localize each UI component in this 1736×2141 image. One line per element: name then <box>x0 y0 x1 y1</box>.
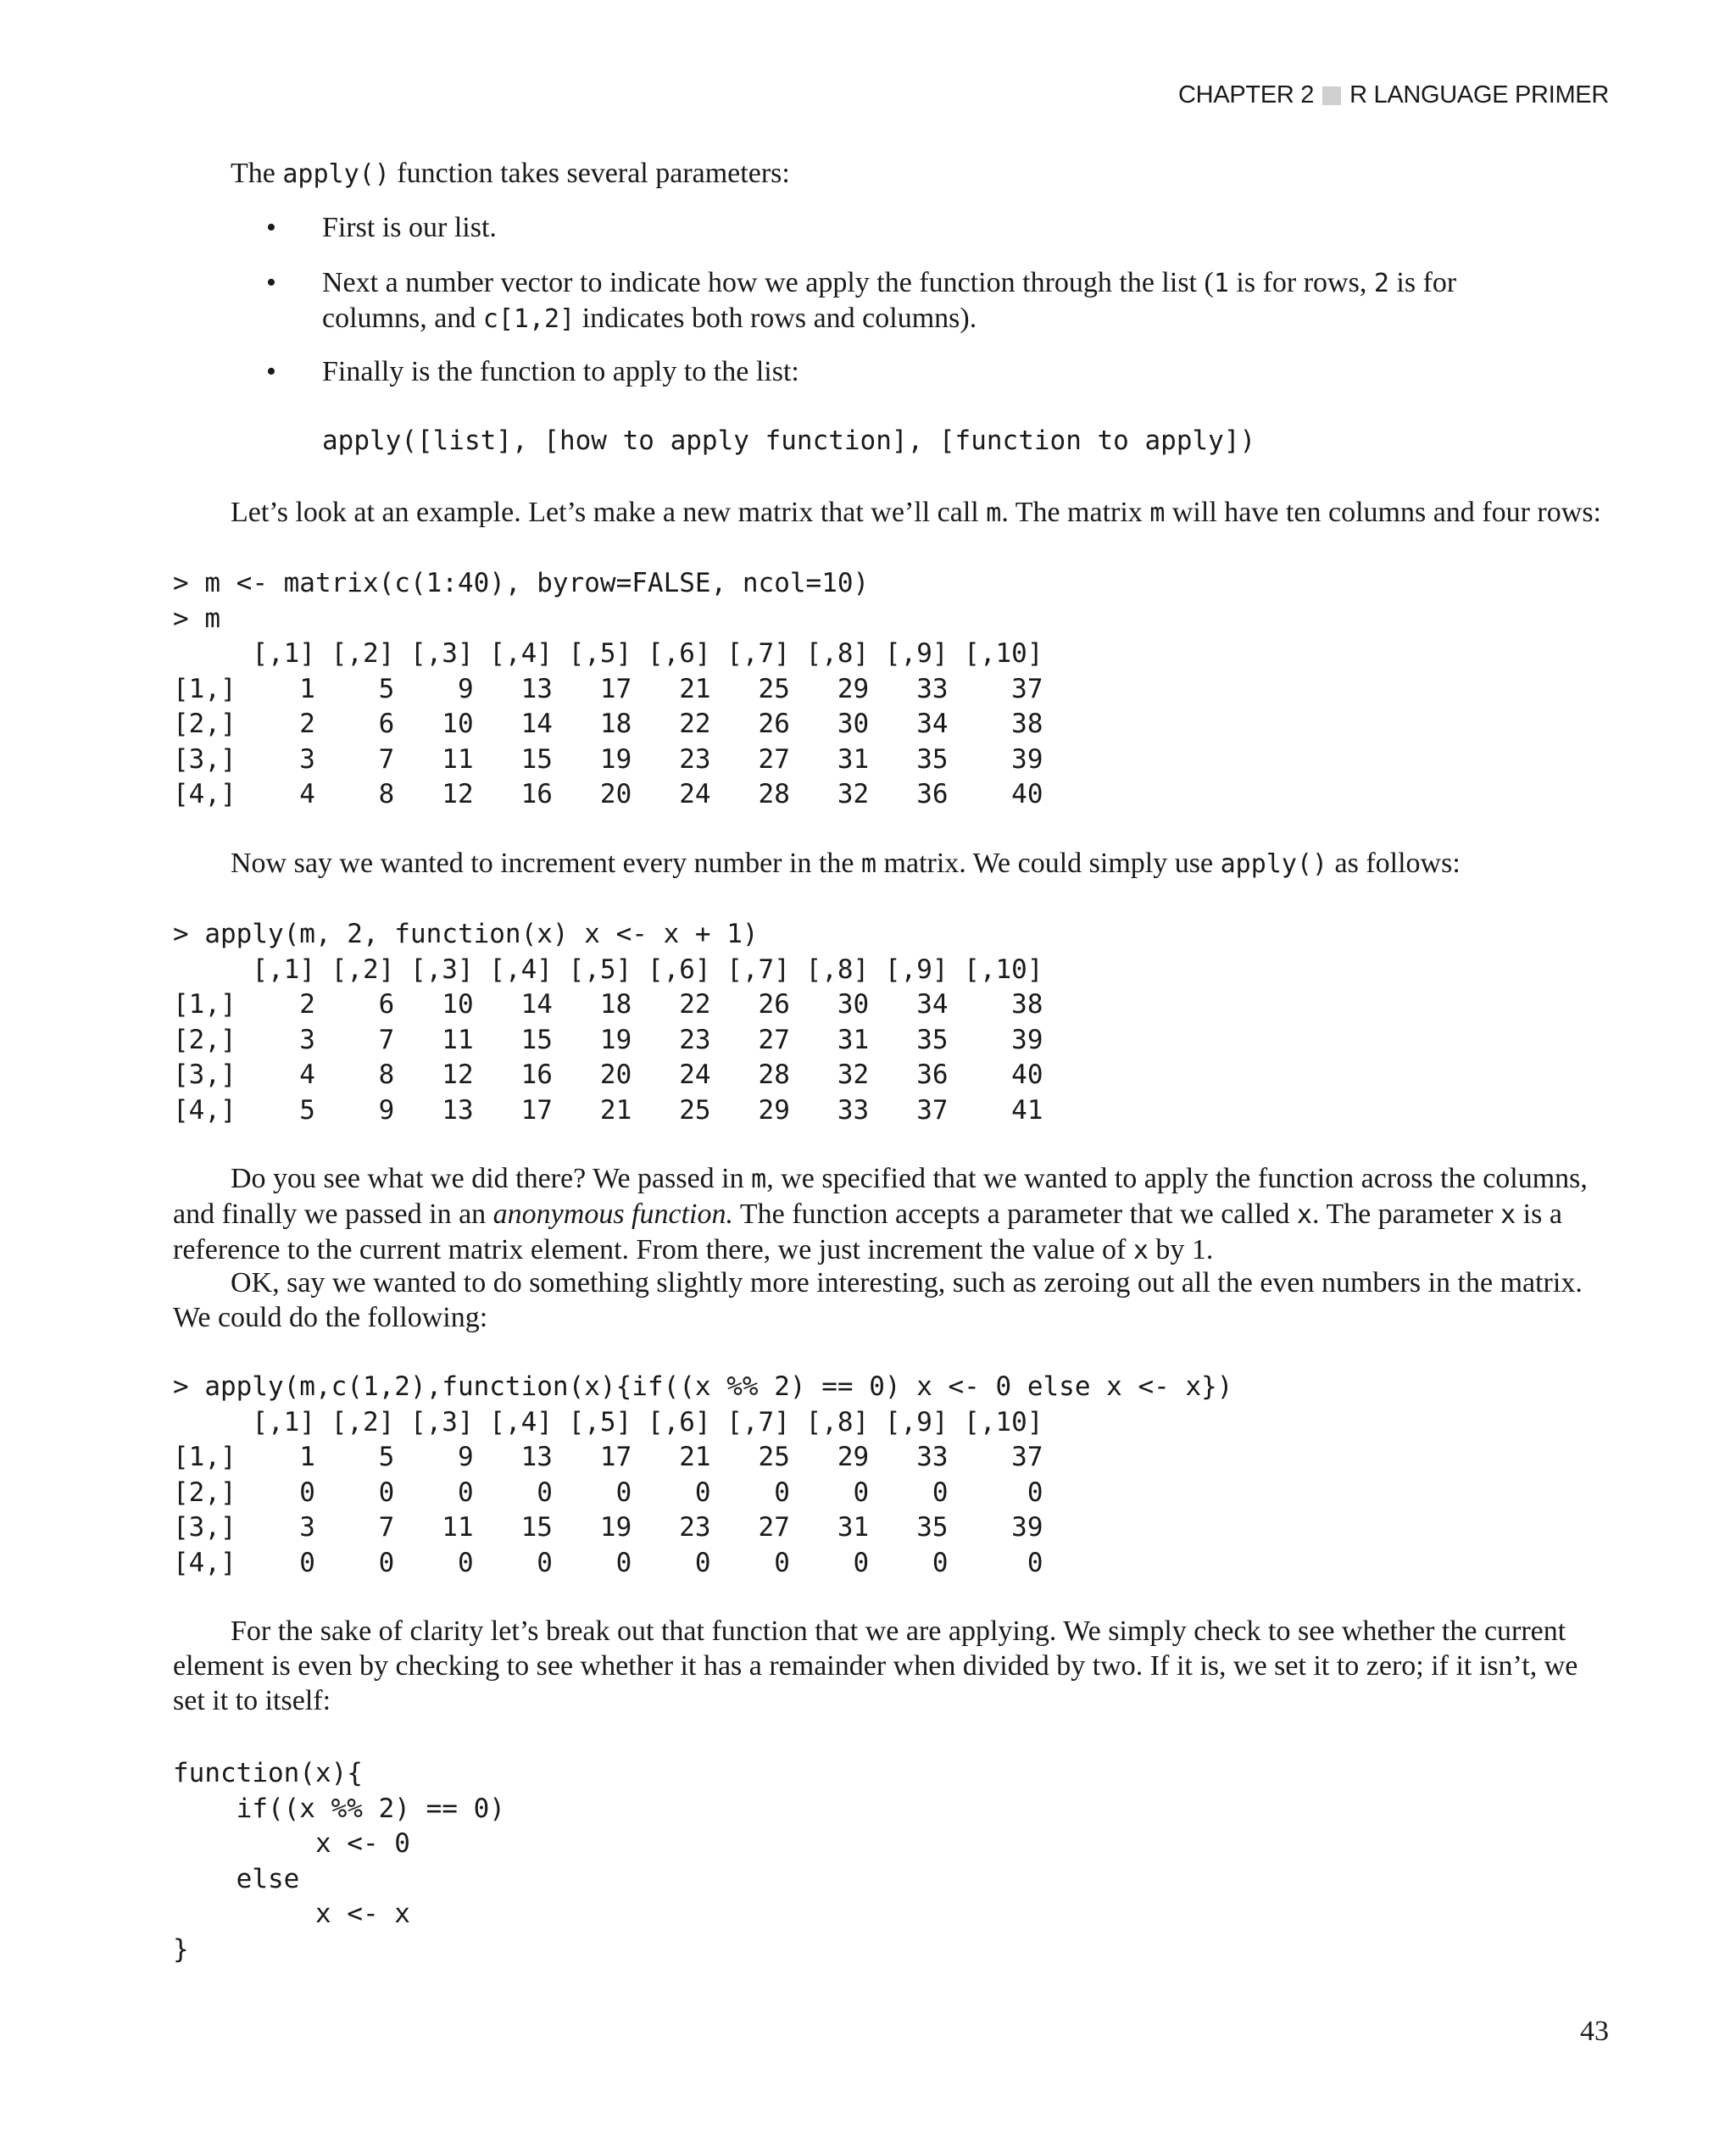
text-run: , we specified that we wanted to apply the function across the columns, and finally we passed in an <box>173 1163 1588 1230</box>
code-line: [2,] 3 7 11 15 19 23 27 31 35 39 <box>173 1024 1043 1055</box>
inline-code: apply() <box>282 159 390 189</box>
page-number: 43 <box>1580 2016 1609 2047</box>
clarity-paragraph: For the sake of clarity let’s break out that function that we are applying. We simply check to see whether the current element is even by checking to see whether it has a remainder when divided by two. If it is, we set it to zero; if it isn’t, we set it to itself: <box>173 1615 1578 1716</box>
text-run: Do you see what we did there? We passed in <box>231 1163 752 1194</box>
code-line: [4,] 0 0 0 0 0 0 0 0 0 0 <box>173 1547 1043 1578</box>
code-line: > m <- matrix(c(1:40), byrow=FALSE, ncol=10) <box>173 568 870 598</box>
text-run: function takes several parameters: <box>389 158 790 189</box>
code-line: else <box>173 1863 300 1894</box>
bullet-item-1: First is our list. <box>322 212 497 243</box>
ok-paragraph: OK, say we wanted to do something slightly more interesting, such as zeroing out all the even numbers in the matrix. We could do the following: <box>173 1267 1583 1333</box>
bullet-icon: • <box>266 212 276 243</box>
increment-paragraph <box>173 846 1614 881</box>
apply-signature-code: apply([list], [how to apply function], [function to apply]) <box>322 425 1256 456</box>
text-run: will have ten columns and four rows: <box>1165 497 1601 528</box>
text-run: . The matrix <box>1001 497 1150 528</box>
text-run: as follows: <box>1327 848 1461 879</box>
inline-code: 2 <box>1373 269 1389 298</box>
text-run: is for columns, and <box>322 267 1457 334</box>
text-run: Now say we wanted to increment every number in the <box>231 848 861 879</box>
code-line: x <- x <box>173 1899 410 1929</box>
code-line: > m <box>173 603 220 634</box>
text-run: is for rows, <box>1228 267 1374 298</box>
code-block-matrix <box>173 566 1043 813</box>
code-line: [4,] 4 8 12 16 20 24 28 32 36 40 <box>173 779 1043 809</box>
bullet-icon: • <box>266 356 276 387</box>
inline-code: m <box>1149 498 1166 528</box>
inline-code: apply() <box>1220 849 1328 879</box>
emphasis: anonymous function. <box>492 1198 733 1230</box>
inline-code: x <box>1296 1200 1312 1230</box>
bullet-item-2 <box>322 265 1475 336</box>
code-block-increment <box>173 917 1043 1128</box>
text-run: indicates both rows and columns). <box>575 303 977 334</box>
code-block-zero-even <box>173 1370 1232 1581</box>
code-line: [3,] 3 7 11 15 19 23 27 31 35 39 <box>173 743 1043 775</box>
code-line: function(x){ <box>173 1758 363 1788</box>
inline-code: 1 <box>1213 269 1229 298</box>
text-run: by 1. <box>1148 1234 1214 1265</box>
header-separator-square <box>1322 86 1341 105</box>
code-line: } <box>173 1933 189 1965</box>
text-run: The <box>231 158 283 189</box>
text-run: matrix. We could simply use <box>876 848 1221 879</box>
explanation-paragraph <box>173 1161 1614 1268</box>
inline-code: x <box>1132 1236 1149 1265</box>
text-run: is a reference to the current matrix element. From there, we just increment the value of <box>173 1198 1562 1265</box>
running-header <box>1178 81 1609 109</box>
text-run: Let’s look at an example. Let’s make a new matrix that we’ll call <box>231 497 987 528</box>
code-line: x <- 0 <box>173 1828 410 1859</box>
code-line: [,1] [,2] [,3] [,4] [,5] [,6] [,7] [,8] [,9] [,10] <box>173 638 1043 669</box>
inline-code: m <box>751 1165 767 1194</box>
code-line: [1,] 1 5 9 13 17 21 25 29 33 37 <box>173 1442 1043 1472</box>
code-block-function <box>173 1756 505 1967</box>
intro-paragraph <box>173 156 1614 192</box>
inline-code: m <box>986 498 1002 528</box>
inline-code: c[1,2] <box>482 304 576 334</box>
code-line: > apply(m,c(1,2),function(x){if((x %% 2) == 0) x <- 0 else x <- x}) <box>173 1371 1233 1402</box>
code-line: [3,] 4 8 12 16 20 24 28 32 36 40 <box>173 1059 1043 1090</box>
chapter-label: CHAPTER 2 <box>1178 81 1315 108</box>
inline-code: x <box>1500 1200 1516 1230</box>
code-line: [3,] 3 7 11 15 19 23 27 31 35 39 <box>173 1512 1043 1543</box>
bullet-icon: • <box>266 267 276 298</box>
text-run: Next a number vector to indicate how we apply the function through the list ( <box>322 267 1214 298</box>
section-label: R LANGUAGE PRIMER <box>1349 81 1609 108</box>
code-line: [4,] 5 9 13 17 21 25 29 33 37 41 <box>173 1094 1043 1126</box>
code-line: [,1] [,2] [,3] [,4] [,5] [,6] [,7] [,8] [,9] [,10] <box>173 1406 1043 1438</box>
example-paragraph <box>173 495 1614 531</box>
code-line: > apply(m, 2, function(x) x <- x + 1) <box>173 919 759 949</box>
code-line: [1,] 2 6 10 14 18 22 26 30 34 38 <box>173 989 1043 1020</box>
code-line: [1,] 1 5 9 13 17 21 25 29 33 37 <box>173 673 1043 704</box>
code-line: [2,] 0 0 0 0 0 0 0 0 0 0 <box>173 1476 1043 1508</box>
text-run: . The parameter <box>1311 1198 1501 1230</box>
text-run: The function accepts a parameter that we called <box>732 1198 1297 1230</box>
code-line: [,1] [,2] [,3] [,4] [,5] [,6] [,7] [,8] [,9] [,10] <box>173 954 1043 985</box>
code-line: [2,] 2 6 10 14 18 22 26 30 34 38 <box>173 709 1043 739</box>
bullet-item-3: Finally is the function to apply to the list: <box>322 356 799 387</box>
inline-code: m <box>860 849 877 879</box>
code-line: if((x %% 2) == 0) <box>173 1793 505 1824</box>
